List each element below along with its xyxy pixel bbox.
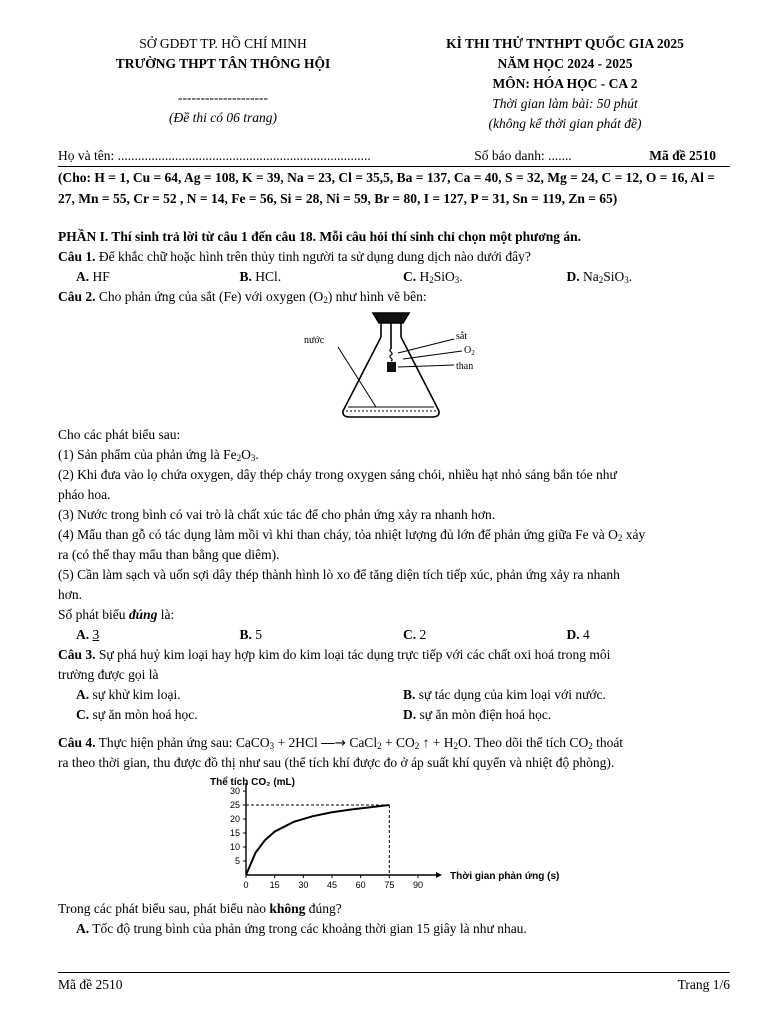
candidate-id-field[interactable]: Số báo danh: ....... [474, 148, 572, 163]
statement-3: (3) Nước trong bình có vai trò là chất xúc tác để cho phản ứng xảy ra nhanh hơn. [58, 507, 496, 522]
q1-text: Để khắc chữ hoặc hình trên thủy tinh người ta sử dụng dung dịch nào dưới đây? [95, 249, 531, 264]
candidate-row [58, 146, 730, 166]
q2-option-b[interactable]: B. 5 [239, 627, 263, 642]
exam-time: Thời gian làm bài: 50 phút [492, 96, 638, 111]
school-name: TRƯỜNG THPT TÂN THÔNG HỘI [115, 56, 331, 71]
q1-option-a[interactable]: A. HF [76, 269, 110, 284]
question-3: Câu 3. Sự phá huỷ kim loại hay hợp kim do kim loại tác dụng trực tiếp với các chất oxi hoá trong môi [58, 647, 611, 662]
x-tick-label: 45 [326, 880, 338, 890]
x-tick-label: 90 [412, 880, 424, 890]
statement-4: (4) Mẩu than gỗ có tác dụng làm mồi vì khi than cháy, tỏa nhiệt lượng đủ lớn để phản ứng giữa Fe và $O_2$ xảy [58, 527, 646, 543]
question-4-cont: ra theo thời gian, thu được đồ thị như sau (thể tích khí được đo ở áp suất khí quyển và nhiệt độ phòng). [58, 755, 615, 770]
q1-option-c[interactable]: C. $H_2SiO_3$. [403, 269, 463, 285]
q1-options [58, 267, 730, 287]
chart-svg [58, 773, 730, 899]
exam-code: Mã đề 2510 [649, 148, 716, 163]
atomic-masses: (Cho: H = 1, Cu = 64, Ag = 108, K = 39, Na = 23, Cl = 35,5, Ba = 137, Ca = 40, S = 32, Mg = 24, C = 12, O = 16, Al = 27, Mn = 55, Cr = 52 , N = 14, Fe = 56, Si = 28, Ni = 59, Br = 80, I = 127, P = 31, Sn = 119, Zn = 65) [58, 166, 730, 209]
x-axis-label: Thời gian phản ứng (s) [450, 871, 560, 882]
question-3-cont: trường được gọi là [58, 667, 159, 682]
exam-title: KÌ THI THỬ TNTHPT QUỐC GIA 2025 [446, 36, 684, 51]
y-tick-label: 20 [229, 814, 240, 824]
x-tick-label: 0 [243, 880, 249, 890]
q2-option-a[interactable]: A. 3 [76, 627, 100, 642]
q1-option-d[interactable]: D. $Na_2SiO_3$. [566, 269, 633, 285]
header-left [58, 34, 388, 134]
q3-options-row1 [58, 685, 730, 705]
x-tick-label: 30 [298, 880, 309, 890]
part-1-heading: PHẦN I. Thí sinh trả lời từ câu 1 đến câu 18. Mỗi câu hỏi thí sinh chỉ chọn một phương án. [58, 229, 581, 244]
q2-intro: Cho các phát biểu sau: [58, 427, 181, 442]
q2-ask: Số phát biểu đúng là: [58, 607, 175, 622]
header-right [400, 34, 730, 134]
y-tick-label: 5 [234, 856, 240, 866]
school-year: NĂM HỌC 2024 - 2025 [497, 56, 633, 71]
y-tick-label: 30 [229, 786, 240, 796]
statement-1: (1) Sản phẩm của phản ứng là $Fe_2O_3$. [58, 447, 259, 463]
statement-4-cont: ra (có thể thay mẩu than bằng que diêm). [58, 547, 280, 562]
y-tick-label: 15 [229, 828, 240, 838]
time-note: (không kể thời gian phát đề) [488, 116, 642, 131]
label-water: nước [304, 335, 325, 346]
q2-options [58, 625, 730, 645]
x-tick-label: 15 [269, 880, 280, 890]
subject: MÔN: HÓA HỌC - CA 2 [492, 76, 638, 91]
statement-5: (5) Cần làm sạch và uốn sợi dây thép thành hình lò xo để tăng diện tích tiếp xúc, phản ứng xảy ra nhanh [58, 567, 620, 582]
question-4: Câu 4. Thực hiện phản ứng sau: CaCO$_3$ + 2HCl ⎯⎯→ CaCl$_2$ + $CO_2$ ↑ + $H_2O$. Theo dõi thể tích $CO_2$ thoát [58, 735, 624, 751]
y-axis-label: Thể tích CO₂ (mL) [210, 777, 295, 788]
label-iron: sắt [456, 331, 468, 342]
page-footer [58, 972, 730, 995]
question-2: Câu 2. Cho phản ứng của sắt (Fe) với oxygen $(O_2)$ như hình vẽ bên: [58, 289, 427, 305]
q4-option-a[interactable]: A. Tốc độ trung bình của phản ứng trong các khoảng thời gian 15 giây là như nhau. [76, 921, 527, 936]
question-1 [58, 247, 730, 267]
org-name: SỞ GDĐT TP. HỒ CHÍ MINH [139, 36, 307, 51]
statement-2: (2) Khi đưa vào lọ chứa oxygen, dây thép cháy trong oxygen sáng chói, nhiều hạt nhỏ sáng bắn tóe như [58, 467, 617, 482]
co2-volume-line [246, 805, 389, 875]
q2-option-c[interactable]: C. 2 [403, 627, 427, 642]
dash-line: -------------------- [178, 90, 268, 105]
x-tick-label: 60 [355, 880, 366, 890]
q1-label: Câu 1. [58, 249, 96, 264]
exam-header [58, 34, 730, 134]
x-tick-label: 75 [384, 880, 395, 890]
q3-option-b[interactable]: B. sự tác dụng của kim loại với nước. [403, 687, 606, 702]
x-axis-arrow [436, 872, 442, 878]
flask-diagram [58, 307, 730, 425]
q3-option-d[interactable]: D. sự ăn mòn điện hoá học. [403, 707, 552, 722]
pages-note: (Đề thi có 06 trang) [169, 110, 277, 125]
q3-options-row2 [58, 705, 730, 725]
exam-page [58, 34, 730, 939]
label-o2: $O_2$ [464, 345, 475, 357]
q2-option-d[interactable]: D. 4 [566, 627, 590, 642]
y-tick-label: 10 [229, 842, 240, 852]
statement-5-cont: hơn. [58, 587, 83, 602]
coal-piece [387, 362, 396, 372]
footer-code: Mã đề 2510 [58, 977, 123, 992]
co2-volume-chart [58, 773, 730, 899]
footer-page: Trang 1/6 [677, 977, 730, 992]
q3-option-c[interactable]: C. sự ăn mòn hoá học. [76, 707, 198, 722]
q3-option-a[interactable]: A. sự khử kim loại. [76, 687, 181, 702]
statement-2-cont: pháo hoa. [58, 487, 111, 502]
iron-oxygen-figure [58, 307, 730, 425]
q4-ask: Trong các phát biểu sau, phát biểu nào không đúng? [58, 901, 342, 916]
candidate-name-field[interactable]: Họ và tên: ........................................................................... [58, 148, 371, 163]
q1-option-b[interactable]: B. HCl. [239, 269, 282, 284]
y-tick-label: 25 [229, 800, 240, 810]
label-coal: than [456, 361, 474, 372]
